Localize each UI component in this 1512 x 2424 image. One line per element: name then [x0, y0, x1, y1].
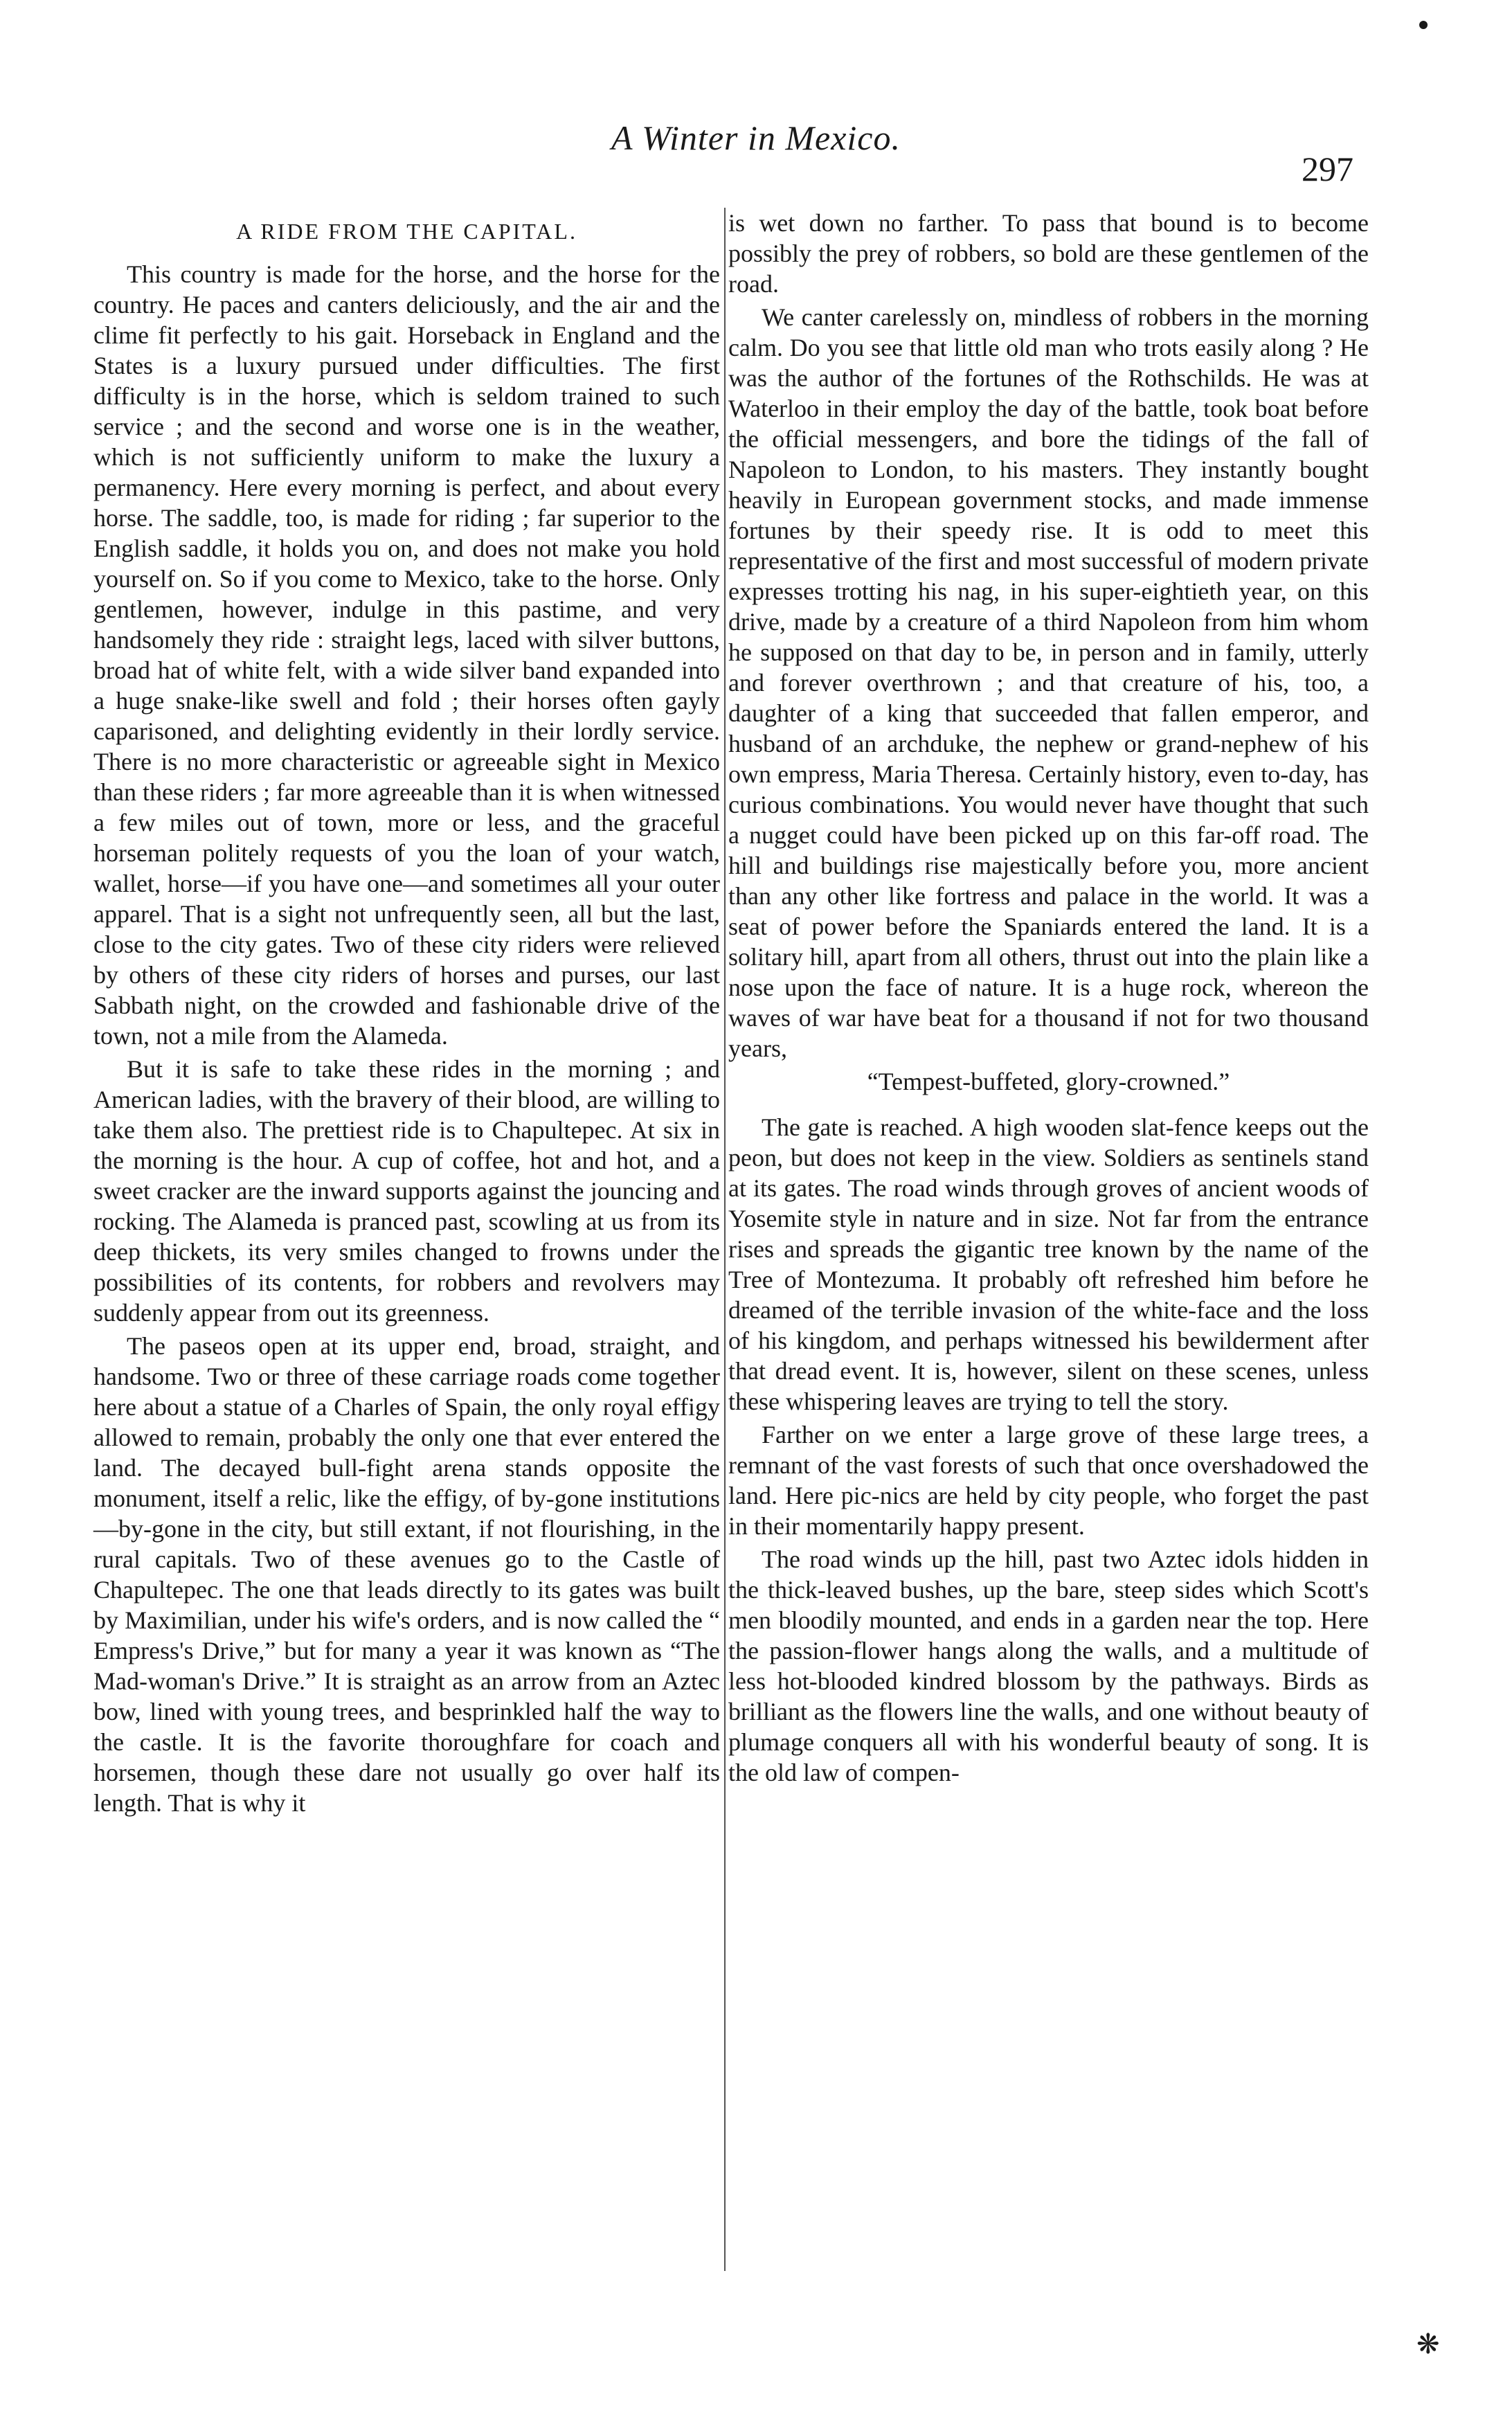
- paragraph: The road winds up the hill, past two Aztec idols hidden in the thick-leaved bushes, up the bare, steep sides which Scott's men bloodily mounted, and ends in a garden near the top. Here the passion-flower hangs along the walls, and a multitude of less hot-blooded kindred blossom by the pathways. Birds as brilliant as the flowers line the walls, and one without beauty of plumage conquers all with his wonderful beauty of song. It is the old law of compen-: [728, 1545, 1369, 1786]
- paragraph: The gate is reached. A high wooden slat-fence keeps out the peon, but does not keep in the view. Soldiers as sentinels stand at its gates. The road winds through groves of ancient woods of Yosemite style in nature and in size. Not far from the entrance rises and spreads the gigantic tree known by the name of the Tree of Montezuma. It probably oft refreshed him before he dreamed of the terrible invasion of the white-face and the loss of his kingdom, and perhaps witnessed his bewilderment after that dread event. It is, however, silent on these scenes, unless these whispering leaves are trying to tell the story.: [728, 1113, 1369, 1415]
- ink-speck: [1419, 21, 1428, 29]
- paragraph: But it is safe to take these rides in the morning ; and American ladies, with the bravery of their blood, are willing to take them also. The prettiest ride is to Chapultepec. At six in the morning is the hour. A cup of coffee, hot and hot, and a sweet cracker are the inward supports against the jouncing and rocking. The Alameda is pranced past, scowling at us from its deep thickets, its very smiles changed to frowns under the possibilities of its contents, for robbers and revolvers may suddenly appear from out its greenness.: [93, 1055, 720, 1327]
- right-column: [728, 208, 1369, 1788]
- paragraph: Farther on we enter a large grove of these large trees, a remnant of the vast forests of such that once overshadowed the land. Here pic-nics are held by city people, who forget the past in their momentarily happy present.: [728, 1421, 1369, 1540]
- left-column: [93, 213, 720, 1818]
- running-title: A Winter in Mexico.: [611, 118, 901, 157]
- block-quote: “Tempest-buffeted, glory-crowned.”: [867, 1068, 1230, 1095]
- paragraph: We canter carelessly on, mindless of robbers in the morning calm. Do you see that little old man who trots easily along ? He was the author of the fortunes of the Rothschilds. He was at Waterloo in their employ the day of the battle, took boat before the official messengers, and bore the tidings of the fall of Napoleon to London, to his masters. They instantly bought heavily in European government stocks, and made immense fortunes by their speedy rise. It is odd to meet this representative of the first and most successful of modern private expresses trotting his nag, in his super-eightieth year, on this drive, made by a creature of a third Napoleon from him whom he supposed on that day to be, in person and in family, utterly and forever overthrown ; and that creature of his, too, a daughter of a king that succeeded that fallen emperor, and husband of an archduke, the nephew or grand-nephew of his own empress, Maria Theresa. Certainly history, even to-day, has curious combinations. You would never have thought that such a nugget could have been picked up on this far-off road. The hill and buildings rise majestically before you, more ancient than any other like fortress and palace in the world. It was a seat of power before the Spaniards entered the land. It is a solitary hill, apart from all others, thrust out into the plain like a nose upon the face of nature. It is a huge rock, whereon the waves of war have beat for a thousand if not for two thousand years,: [728, 303, 1369, 1062]
- section-heading: A RIDE FROM THE CAPITAL.: [236, 219, 577, 244]
- paragraph: This country is made for the horse, and the horse for the country. He paces and canters deliciously, and the air and the clime fit perfectly to his gait. Horseback in England and the States is a luxury pursued under difficulties. The first difficulty is in the horse, which is seldom trained to such service ; and the second and worse one is in the weather, which is not sufficiently uniform to make the luxury a permanency. Here every morning is perfect, and about every horse. The saddle, too, is made for riding ; far superior to the English saddle, it holds you on, and does not make you hold yourself on. So if you come to Mexico, take to the horse. Only gentlemen, however, indulge in this pastime, and very handsomely they ride : straight legs, laced with silver buttons, broad hat of white felt, with a wide silver band expanded into a huge snake-like swell and fold ; their horses often gayly caparisoned, and delighting evidently in their lordly service. There is no more characteristic or agreeable sight in Mexico than these riders ; far more agreeable than it is when witnessed a few miles out of town, more or less, and the graceful horseman politely requests of you the loan of your watch, wallet, horse—if you have one—and sometimes all your outer apparel. That is a sight not unfrequently seen, all but the last, close to the city gates. Two of these city riders were relieved by others of these city riders of horses and purses, our last Sabbath night, on the crowded and fashionable drive of the town, not a mile from the Alameda.: [93, 260, 720, 1050]
- paragraph: is wet down no farther. To pass that bound is to become possibly the prey of robbers, so bold are these gentlemen of the road.: [728, 209, 1369, 298]
- page-number: 297: [1302, 150, 1353, 188]
- column-divider: [724, 208, 726, 2271]
- paragraph: The paseos open at its upper end, broad, straight, and handsome. Two or three of these carriage roads come together here about a statue of a Charles of Spain, the only royal effigy allowed to remain, probably the only one that ever entered the land. The decayed bull-fight arena stands opposite the monument, itself a relic, like the effigy, of by-gone institutions—by-gone in the city, but still extant, if not flourishing, in the rural capitals. Two of these avenues go to the Castle of Chapultepec. The one that leads directly to its gates was built by Maximilian, under his wife's orders, and is now called the “ Empress's Drive,” but for many a year it was known as “The Mad-woman's Drive.” It is straight as an arrow from an Aztec bow, lined with young trees, and besprinkled half the way to the castle. It is the favorite thoroughfare for coach and horsemen, though these dare not usually go over half its length. That is why it: [93, 1332, 720, 1817]
- printer-ornament-icon: ❋: [1416, 2328, 1440, 2360]
